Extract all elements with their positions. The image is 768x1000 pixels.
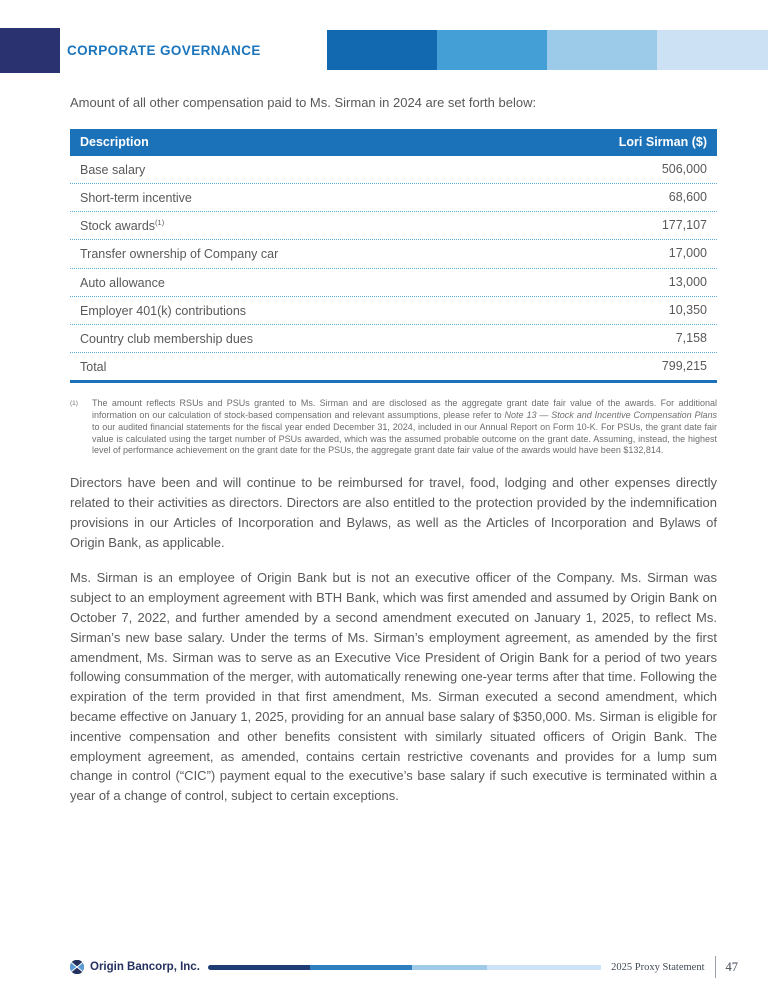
- footer-gradient-bar: [208, 965, 601, 970]
- row-label: [80, 359, 106, 374]
- row-label: [80, 275, 165, 290]
- row-label: [80, 246, 278, 261]
- row-value: 17,000: [668, 246, 707, 261]
- page-footer: [70, 956, 738, 978]
- col-header-value: Lori Sirman ($): [618, 135, 707, 149]
- footnote-marker: (1): [70, 400, 78, 408]
- gradient-segment-light: [547, 30, 657, 70]
- table-row: [70, 240, 717, 268]
- row-label-text: Transfer ownership of Company car: [80, 247, 279, 262]
- table-row: [70, 269, 717, 297]
- footer-divider: [715, 956, 716, 978]
- compensation-table: [70, 129, 717, 383]
- footnote-ref: (1): [155, 218, 165, 228]
- row-label-text: Auto allowance: [80, 275, 165, 290]
- row-value: 7,158: [675, 330, 707, 345]
- row-value: 10,350: [668, 302, 707, 317]
- table-row: [70, 325, 717, 353]
- row-value: 68,600: [668, 190, 707, 205]
- main-content: [70, 95, 717, 806]
- row-label: [80, 303, 246, 318]
- row-label: [80, 218, 164, 233]
- table-row: [70, 156, 717, 184]
- row-label-text: Total: [80, 360, 107, 375]
- row-label: [80, 190, 192, 205]
- footnote-text-pre: The amount reflects RSUs and PSUs granted to Ms. Sirman and are disclosed as the aggregate grant date fair value of the awards. For additional information on our calculation of stock-based compensation and relevant assumptions, please refer to: [92, 398, 717, 421]
- header-gradient-bar: [327, 30, 768, 70]
- gradient-segment-medium: [437, 30, 547, 70]
- intro-text: Amount of all other compensation paid to Ms. Sirman in 2024 are set forth below:: [70, 95, 537, 110]
- table-row: [70, 297, 717, 325]
- col-header-description: Description: [80, 135, 149, 149]
- row-label-text: Short-term incentive: [80, 191, 192, 206]
- row-label-text: Employer 401(k) contributions: [80, 303, 247, 318]
- row-label-text: Base salary: [80, 163, 146, 178]
- footnote-text-italic: Note 13 — Stock and Incentive Compensation Plans: [504, 410, 717, 421]
- footer-doc-title: 2025 Proxy Statement: [611, 961, 705, 973]
- footer-company-name: Origin Bancorp, Inc.: [90, 961, 200, 973]
- origin-bancorp-logo-icon: [70, 960, 84, 974]
- row-label: [80, 331, 253, 346]
- footer-gradient-segment-light: [412, 965, 487, 970]
- row-label: [80, 162, 145, 177]
- table-row: [70, 184, 717, 212]
- footer-page-number: 47: [725, 959, 738, 974]
- paragraph-sirman-employment: Ms. Sirman is an employee of Origin Bank but is not an executive officer of the Company. Ms. Sirman was subject to an employment agreement with BTH Bank, which was first amended and assumed by Origin Bank on October 7, 2022, and further amended by a second amendment executed on January 1, 2025, to reflect Ms. Sirman’s new base salary. Under the terms of Ms. Sirman’s employment agreement, as amended by the first amendment, Ms. Sirman was to serve as an Executive Vice President of Origin Bank for a period of two years following consummation of the merger, with automatically renewing one-year terms after that time. Following the expiration of the term provided in that first amendment, Ms. Sirman executed a second amendment, which became effective on January 1, 2025, providing for an annual base salary of $350,000. Ms. Sirman is eligible for incentive compensation and other benefits consistent with similarly situated officers of Origin Bank. The employment agreement, as amended, contains certain restrictive covenants and provides for a lump sum change in control (“CIC”) payment equal to the executive’s base salary if such executive is terminated within a year of a change of control, subject to certain exceptions.: [70, 570, 717, 804]
- paragraph-directors: Directors have been and will continue to be reimbursed for travel, food, lodging and other expenses directly related to their activities as directors. Directors are also entitled to the protection provided by the indemnification provisions in our Articles of Incorporation and Bylaws, as well as the Articles of Incorporation and Bylaws of Origin Bank, as applicable.: [70, 475, 717, 550]
- row-label-text: Stock awards: [80, 219, 156, 234]
- table-row-total: [70, 353, 717, 380]
- footnote-text-post: to our audited financial statements for the fiscal year ended December 31, 2024, included in our Annual Report on Form 10-K. For PSUs, the grant date fair value is calculated using the target number of PSUs awarded, which was the assumed probable outcome on the grant date. Assuming, instead, the highest level of performance achievement on the grant date for the PSUs, the aggregate grant date fair value of the awards would have been $132,814.: [92, 421, 717, 456]
- header-accent-square: [0, 28, 60, 73]
- footer-gradient-segment-dark: [208, 965, 310, 970]
- row-value: 799,215: [661, 359, 707, 374]
- row-label-text: Country club membership dues: [80, 332, 253, 347]
- footnote: [70, 398, 717, 457]
- gradient-segment-dark: [327, 30, 437, 70]
- page-title: CORPORATE GOVERNANCE: [67, 43, 261, 58]
- footnote-text: [92, 398, 717, 457]
- table-row: [70, 212, 717, 240]
- table-header-row: [70, 129, 717, 156]
- row-value: 506,000: [661, 162, 707, 176]
- footer-gradient-segment-medium: [310, 965, 412, 970]
- row-value: 13,000: [668, 274, 707, 289]
- footer-gradient-segment-lightest: [487, 965, 601, 970]
- gradient-segment-lightest: [657, 30, 768, 70]
- row-value: 177,107: [661, 218, 707, 233]
